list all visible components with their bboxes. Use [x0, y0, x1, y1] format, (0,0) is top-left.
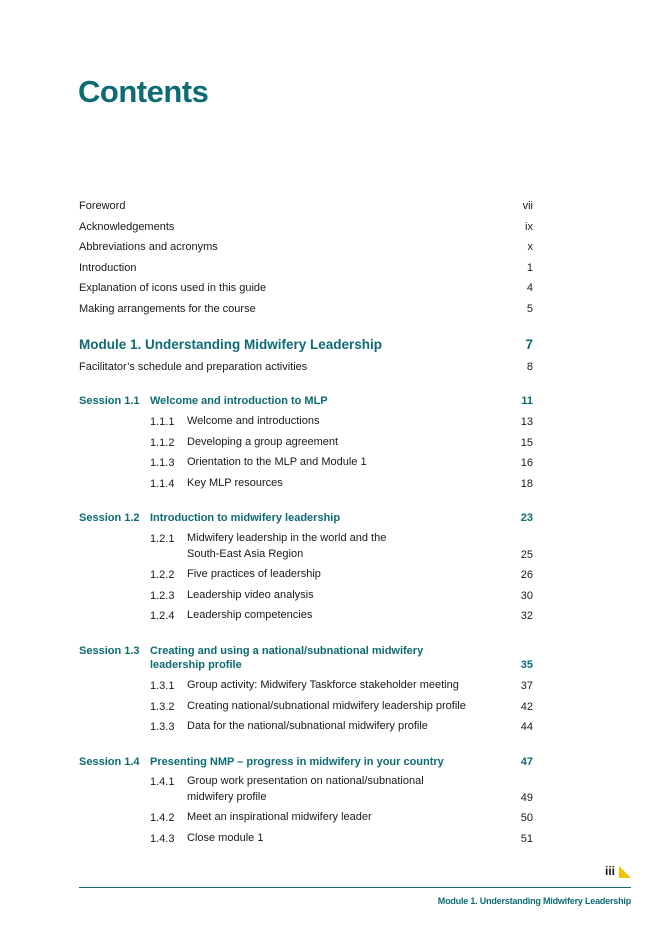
subentry-text: Welcome and introductions	[187, 415, 320, 427]
subentry-number: 1.1.4	[150, 478, 175, 490]
subentry-page: 30	[520, 590, 533, 602]
subentry-text: Group work presentation on national/subnational midwifery profile	[187, 775, 424, 803]
toc-entry-abbreviations[interactable]	[79, 238, 533, 256]
toc-subentry[interactable]	[79, 434, 533, 452]
toc-entry-page: ix	[525, 221, 533, 233]
subentry-page: 15	[520, 437, 533, 449]
corner-triangle-icon	[619, 866, 631, 878]
toc-entry-page: vii	[522, 200, 533, 212]
toc-session-1-3[interactable]	[79, 642, 533, 676]
toc-subentry[interactable]	[79, 607, 533, 625]
subentry-page: 42	[520, 701, 533, 713]
toc-subentry[interactable]	[79, 698, 533, 716]
session-number: Session 1.3	[79, 645, 140, 657]
subentry-text: Meet an inspirational midwifery leader	[187, 811, 372, 823]
subentry-number: 1.1.3	[150, 457, 175, 469]
subentry-text: Developing a group agreement	[187, 436, 339, 448]
toc-entry-label: Abbreviations and acronyms	[79, 241, 218, 253]
subentry-number: 1.1.2	[150, 437, 175, 449]
toc-entry-page: 5	[526, 303, 533, 315]
subentry-page: 26	[520, 569, 533, 581]
subentry-page: 13	[520, 416, 533, 428]
toc-subentry[interactable]	[79, 809, 533, 827]
toc-subentry[interactable]	[79, 830, 533, 848]
toc-entry-introduction[interactable]	[79, 259, 533, 277]
toc-entry-label: Making arrangements for the course	[79, 303, 256, 315]
toc-entry-arrangements[interactable]	[79, 300, 533, 318]
toc-subentry[interactable]	[79, 566, 533, 584]
toc-session-1-4[interactable]	[79, 753, 533, 771]
toc-entry-label: Introduction	[79, 262, 137, 274]
toc-entry-label: Facilitator’s schedule and preparation activities	[79, 361, 308, 373]
toc-subentry[interactable]	[79, 454, 533, 472]
footer-divider	[79, 887, 631, 888]
subentry-text: Five practices of leadership	[187, 568, 321, 580]
subentry-page: 44	[520, 721, 533, 733]
subentry-page: 32	[520, 610, 533, 622]
toc-entry-page: 4	[526, 282, 533, 294]
subentry-number: 1.2.1	[150, 533, 175, 545]
toc-entry-acknowledgements[interactable]	[79, 218, 533, 236]
subentry-number: 1.2.3	[150, 590, 175, 602]
toc-session-1-1[interactable]	[79, 392, 533, 410]
subentry-page: 16	[520, 457, 533, 469]
subentry-page: 37	[520, 680, 533, 692]
toc-subentry[interactable]	[79, 773, 533, 807]
subentry-page: 25	[520, 549, 533, 561]
session-number: Session 1.4	[79, 756, 140, 768]
subentry-text: Orientation to the MLP and Module 1	[187, 456, 367, 468]
subentry-text: Midwifery leadership in the world and the South-East Asia Region	[187, 532, 387, 560]
subentry-number: 1.1.1	[150, 416, 175, 428]
subentry-number: 1.4.2	[150, 812, 175, 824]
session-number: Session 1.2	[79, 512, 140, 524]
toc-subentry[interactable]	[79, 677, 533, 695]
subentry-text: Close module 1	[187, 832, 264, 844]
toc-subentry[interactable]	[79, 475, 533, 493]
subentry-number: 1.2.2	[150, 569, 175, 581]
subentry-page: 49	[520, 792, 533, 804]
toc-entry-facilitator[interactable]	[79, 358, 533, 376]
toc-entry-foreword[interactable]	[79, 197, 533, 215]
subentry-text: Group activity: Midwifery Taskforce stakeholder meeting	[187, 679, 459, 691]
subentry-text: Creating national/subnational midwifery leadership profile	[187, 700, 466, 712]
toc-entry-label: Explanation of icons used in this guide	[79, 282, 267, 294]
module-page: 7	[525, 337, 533, 352]
toc-entry-page: 8	[526, 361, 533, 373]
toc-subentry[interactable]	[79, 530, 533, 564]
subentry-number: 1.3.3	[150, 721, 175, 733]
module-title: Module 1. Understanding Midwifery Leadership	[79, 337, 383, 352]
running-footer: Module 1. Understanding Midwifery Leadership	[437, 896, 631, 906]
subentry-number: 1.4.1	[150, 776, 175, 788]
toc-module-heading[interactable]	[79, 335, 533, 355]
session-page: 11	[521, 395, 533, 407]
toc-entry-page: x	[527, 241, 533, 253]
toc-entry-label: Foreword	[79, 200, 126, 212]
subentry-number: 1.4.3	[150, 833, 175, 845]
subentry-text: Leadership video analysis	[187, 589, 314, 601]
session-page: 23	[520, 512, 533, 524]
session-page: 47	[520, 756, 533, 768]
toc-subentry[interactable]	[79, 587, 533, 605]
toc-entry-label: Acknowledgements	[79, 221, 175, 233]
toc-entry-page: 1	[526, 262, 533, 274]
subentry-page: 18	[520, 478, 533, 490]
session-title: Presenting NMP – progress in midwifery in your country	[150, 756, 444, 768]
page-number: iii	[605, 864, 616, 878]
session-title: Creating and using a national/subnational midwifery leadership profile	[150, 645, 424, 671]
toc-subentry[interactable]	[79, 718, 533, 736]
subentry-page: 51	[520, 833, 533, 845]
subentry-number: 1.3.1	[150, 680, 175, 692]
subentry-text: Data for the national/subnational midwifery profile	[187, 720, 428, 732]
subentry-number: 1.2.4	[150, 610, 175, 622]
session-page: 35	[520, 659, 533, 671]
subentry-number: 1.3.2	[150, 701, 175, 713]
subentry-page: 50	[520, 812, 533, 824]
subentry-text: Key MLP resources	[187, 477, 283, 489]
page-title: Contents	[78, 74, 209, 109]
session-title: Welcome and introduction to MLP	[150, 395, 328, 407]
session-number: Session 1.1	[79, 395, 140, 407]
toc-entry-icons[interactable]	[79, 279, 533, 297]
subentry-text: Leadership competencies	[187, 609, 313, 621]
toc-subentry[interactable]	[79, 413, 533, 431]
toc-session-1-2[interactable]	[79, 509, 533, 527]
session-title: Introduction to midwifery leadership	[150, 512, 341, 524]
